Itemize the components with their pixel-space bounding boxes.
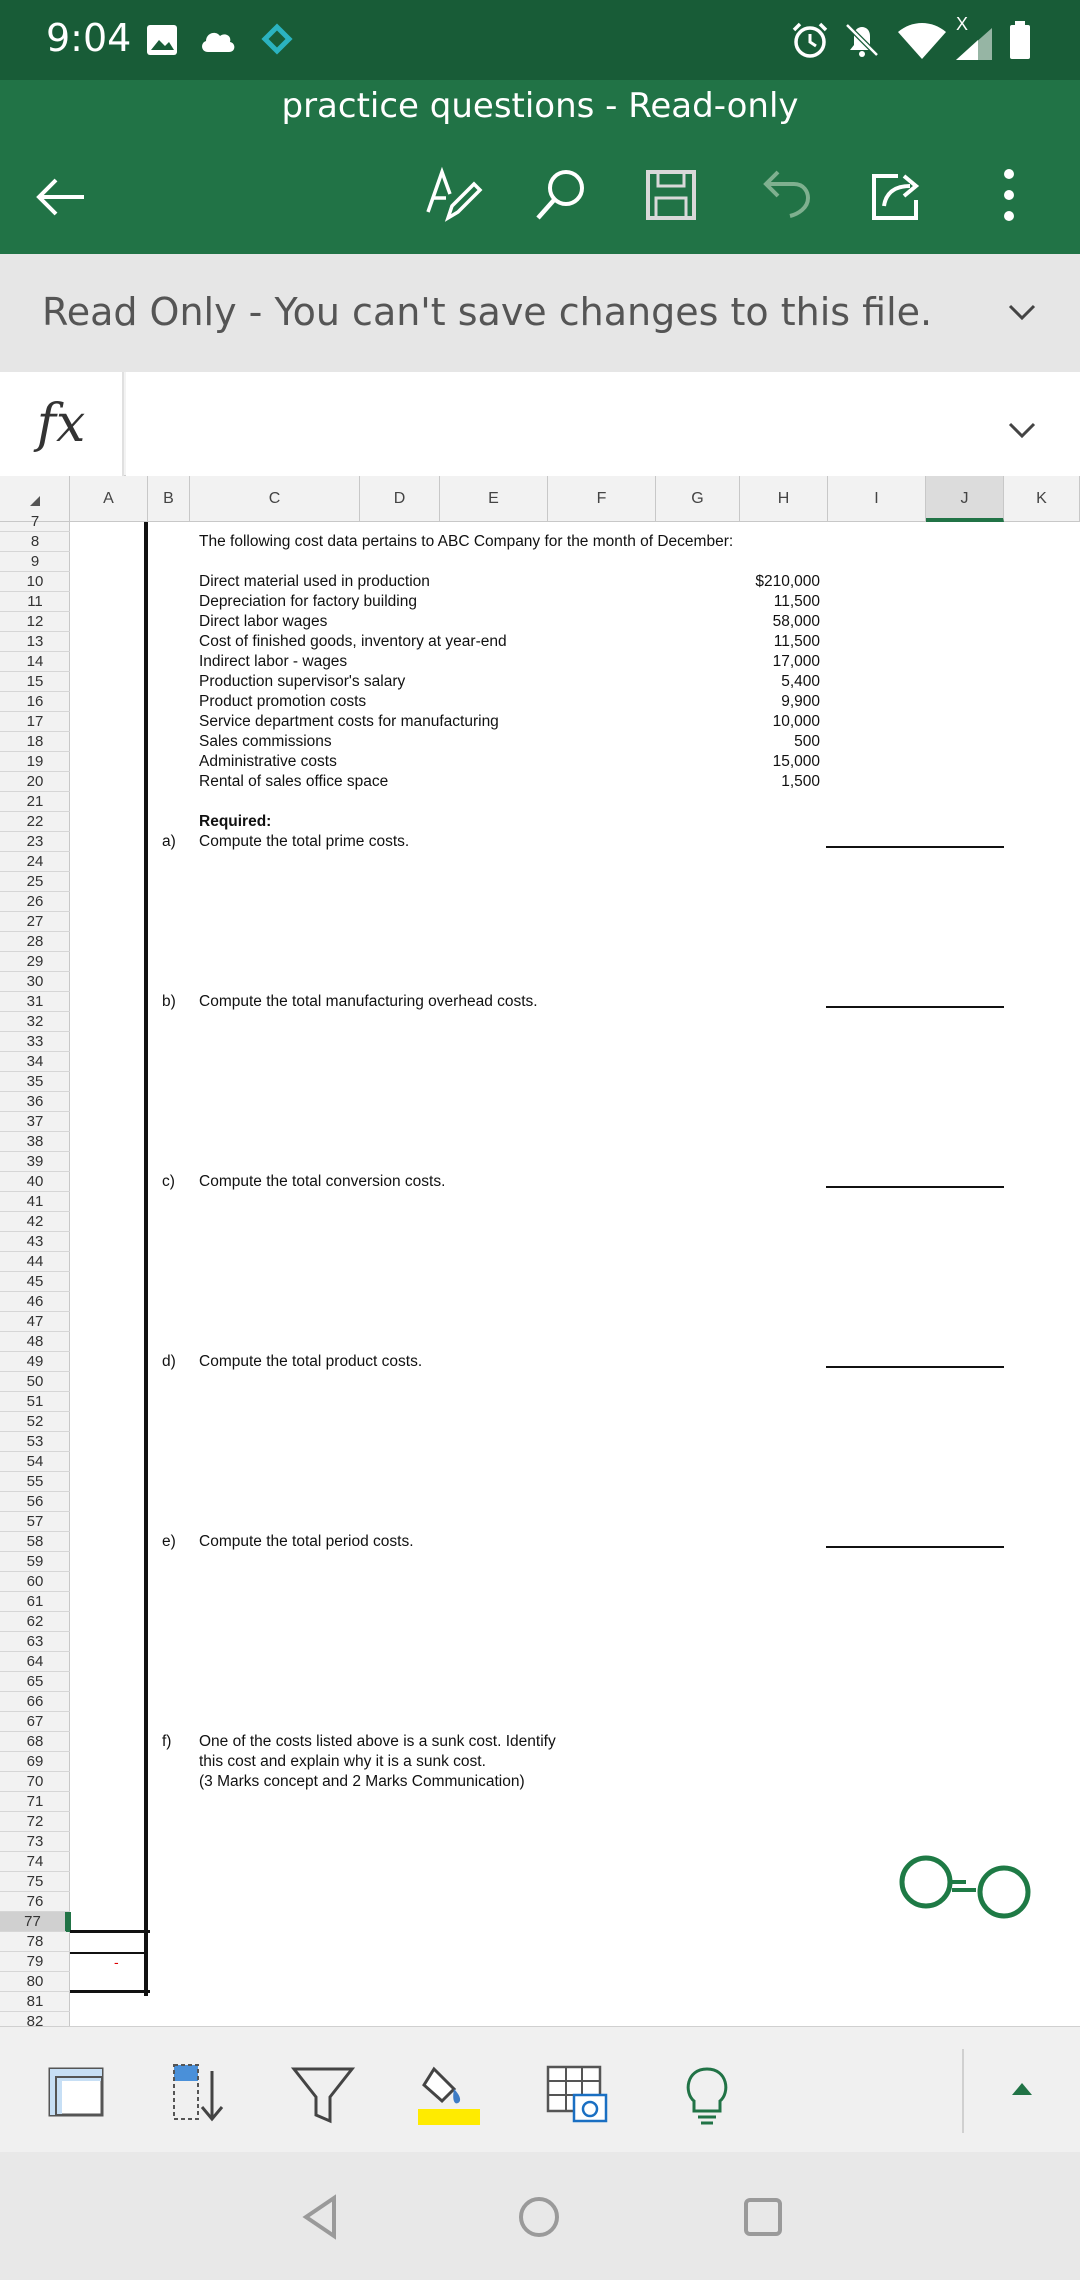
column-header-c[interactable]: C [190,476,360,522]
answer-underline [826,1186,1004,1188]
column-header-h[interactable]: H [740,476,828,522]
sheet-border-line [144,522,148,1996]
row-header-26[interactable]: 26 [0,892,70,912]
row-header-27[interactable]: 27 [0,912,70,932]
status-bar [0,0,1080,80]
row-header-46[interactable]: 46 [0,1292,70,1312]
spreadsheet-grid[interactable] [0,476,1080,2026]
row-header-70[interactable]: 70 [0,1772,70,1792]
question-letter[interactable]: a) [162,833,176,850]
row-header-64[interactable]: 64 [0,1652,70,1672]
row-header-32[interactable]: 32 [0,1012,70,1032]
row-header-63[interactable]: 63 [0,1632,70,1652]
column-header-g[interactable]: G [656,476,740,522]
row-header-52[interactable]: 52 [0,1412,70,1432]
cost-item-amount[interactable]: 9,900 [781,693,820,710]
row-header-30[interactable]: 30 [0,972,70,992]
sort-icon[interactable] [164,2059,234,2129]
answer-underline [826,1546,1004,1548]
cost-item-amount[interactable]: 10,000 [772,713,820,730]
status-time: 9:04 [46,16,132,60]
row-header-53[interactable]: 53 [0,1432,70,1452]
cost-item-amount[interactable]: 17,000 [772,653,820,670]
formula-bar [0,372,1080,476]
row-header-28[interactable]: 28 [0,932,70,952]
row-header-65[interactable]: 65 [0,1672,70,1692]
row-header-18[interactable]: 18 [0,732,70,752]
row-header-39[interactable]: 39 [0,1152,70,1172]
recents-nav-icon[interactable] [738,2192,788,2242]
question-letter[interactable]: f) [162,1733,172,1750]
back-arrow-icon[interactable] [26,162,96,232]
column-header-b[interactable]: B [148,476,190,522]
row-header-35[interactable]: 35 [0,1072,70,1092]
toolbar-divider [962,2049,964,2133]
cost-item-label[interactable]: Depreciation for factory building [199,593,417,610]
search-icon[interactable] [526,160,596,230]
row-header-74[interactable]: 74 [0,1852,70,1872]
signal-mark: X [956,14,969,34]
fill-color-icon[interactable] [414,2059,484,2129]
column-header-k[interactable]: K [1004,476,1080,522]
row-header-8[interactable]: 8 [0,532,70,552]
formula-input[interactable] [126,372,1080,476]
bottom-toolbar [0,2026,1080,2152]
row-header-49[interactable]: 49 [0,1352,70,1372]
row-header-67[interactable]: 67 [0,1712,70,1732]
row-header-60[interactable]: 60 [0,1572,70,1592]
row-header-59[interactable]: 59 [0,1552,70,1572]
fx-label[interactable]: fx [0,372,124,476]
row-header-14[interactable]: 14 [0,652,70,672]
lightbulb-icon[interactable] [672,2059,742,2129]
row-header-20[interactable]: 20 [0,772,70,792]
column-header-a[interactable]: A [70,476,148,522]
question-text[interactable]: Compute the total product costs. [199,1353,423,1370]
row-header-34[interactable]: 34 [0,1052,70,1072]
question-text[interactable]: Compute the total period costs. [199,1533,414,1550]
cost-item-amount[interactable]: 11,500 [773,633,820,650]
row-header-41[interactable]: 41 [0,1192,70,1212]
system-nav-bar [0,2152,1080,2280]
signal-icon [954,26,994,62]
undo-icon[interactable] [750,160,820,230]
row-header-33[interactable]: 33 [0,1032,70,1052]
cell-marker: - [114,1954,119,1970]
app-bar [0,80,1080,254]
collapse-toolbar-icon[interactable] [1010,2079,1034,2099]
row-header-22[interactable]: 22 [0,812,70,832]
column-header-d[interactable]: D [360,476,440,522]
cost-item-amount[interactable]: 5,400 [781,673,820,690]
cost-item-label[interactable]: Rental of sales office space [199,773,389,790]
row-header-29[interactable]: 29 [0,952,70,972]
question-text[interactable]: One of the costs listed above is a sunk cost. Identify [199,1733,556,1750]
freeze-panes-icon[interactable] [42,2059,112,2129]
read-only-banner[interactable] [0,254,1080,372]
save-icon[interactable] [636,160,706,230]
row-header-58[interactable]: 58 [0,1532,70,1552]
cell-border-line [70,1952,148,1954]
read-mode-icon[interactable] [896,1852,1036,1922]
row-header-80[interactable]: 80 [0,1972,70,1992]
row-header-bar [0,513,70,2026]
bell-off-icon [842,20,882,60]
question-f-line2[interactable]: this cost and explain why it is a sunk cost. [199,1753,486,1770]
column-header-f[interactable]: F [548,476,656,522]
edit-text-icon[interactable] [418,160,488,230]
expand-formula-icon[interactable] [1004,412,1040,448]
cost-item-label[interactable]: Direct material used in production [199,573,430,590]
column-header-e[interactable]: E [440,476,548,522]
battery-icon [1008,20,1032,60]
row-header-24[interactable]: 24 [0,852,70,872]
row-header-69[interactable]: 69 [0,1752,70,1772]
row-header-36[interactable]: 36 [0,1092,70,1112]
row-header-77[interactable]: 77 [0,1912,70,1932]
cost-item-label[interactable]: Administrative costs [199,753,337,770]
row-header-21[interactable]: 21 [0,792,70,812]
question-letter[interactable]: c) [162,1173,175,1190]
filter-icon[interactable] [288,2059,358,2129]
row-header-23[interactable]: 23 [0,832,70,852]
row-header-79[interactable]: 79 [0,1952,70,1972]
cost-item-amount[interactable]: 500 [794,733,820,750]
cost-item-label[interactable]: Service department costs for manufacturing [199,713,499,730]
row-header-16[interactable]: 16 [0,692,70,712]
row-header-25[interactable]: 25 [0,872,70,892]
row-header-45[interactable]: 45 [0,1272,70,1292]
cost-item-label[interactable]: Cost of finished goods, inventory at year-end [199,633,507,650]
cell-border-line [70,1930,150,1933]
row-header-56[interactable]: 56 [0,1492,70,1512]
cost-item-amount[interactable]: 58,000 [772,613,820,630]
row-header-48[interactable]: 48 [0,1332,70,1352]
row-header-10[interactable]: 10 [0,572,70,592]
row-header-66[interactable]: 66 [0,1692,70,1712]
cell-border-line [70,1990,150,1993]
question-letter[interactable]: b) [162,993,176,1010]
cloud-icon [198,24,238,54]
row-header-40[interactable]: 40 [0,1172,70,1192]
cost-item-label[interactable]: Indirect labor - wages [199,653,348,670]
question-letter[interactable]: d) [162,1353,176,1370]
row-header-68[interactable]: 68 [0,1732,70,1752]
cost-item-label[interactable]: Sales commissions [199,733,332,750]
row-header-9[interactable]: 9 [0,552,70,572]
question-letter[interactable]: e) [162,1533,176,1550]
insert-table-picture-icon[interactable] [542,2059,612,2129]
row-header-11[interactable]: 11 [0,592,70,612]
cost-item-label[interactable]: Direct labor wages [199,613,328,630]
question-text[interactable]: Compute the total manufacturing overhead costs. [199,993,538,1010]
wifi-icon [896,22,948,60]
row-header-57[interactable]: 57 [0,1512,70,1532]
row-header-37[interactable]: 37 [0,1112,70,1132]
row-header-7[interactable]: 7 [0,512,70,532]
row-header-13[interactable]: 13 [0,632,70,652]
row-header-73[interactable]: 73 [0,1832,70,1852]
row-header-51[interactable]: 51 [0,1392,70,1412]
app-diamond-icon [258,20,296,58]
cost-item-amount[interactable]: $210,000 [755,573,820,590]
image-icon [146,24,178,56]
row-header-42[interactable]: 42 [0,1212,70,1232]
row-header-71[interactable]: 71 [0,1792,70,1812]
row-header-61[interactable]: 61 [0,1592,70,1612]
row-header-15[interactable]: 15 [0,672,70,692]
document-title: practice questions - Read-only [281,86,799,126]
row-header-78[interactable]: 78 [0,1932,70,1952]
answer-underline [826,1006,1004,1008]
row-header-54[interactable]: 54 [0,1452,70,1472]
row-header-82[interactable]: 82 [0,2012,70,2026]
row-header-81[interactable]: 81 [0,1992,70,2012]
row-header-75[interactable]: 75 [0,1872,70,1892]
read-only-message: Read Only - You can't save changes to this file. [42,290,933,334]
alarm-icon [790,20,830,60]
column-header-bar [0,476,1080,522]
row-header-50[interactable]: 50 [0,1372,70,1392]
cost-item-label[interactable]: Product promotion costs [199,693,367,710]
cost-item-label[interactable]: Production supervisor's salary [199,673,406,690]
back-nav-icon[interactable] [296,2192,346,2242]
row-header-31[interactable]: 31 [0,992,70,1012]
row-header-55[interactable]: 55 [0,1472,70,1492]
home-nav-icon[interactable] [514,2192,564,2242]
row-header-19[interactable]: 19 [0,752,70,772]
active-cell-marker [66,1912,71,1932]
share-icon[interactable] [860,160,930,230]
row-header-44[interactable]: 44 [0,1252,70,1272]
intro-text-cell[interactable]: The following cost data pertains to ABC Company for the month of December: [199,533,734,550]
question-text[interactable]: Compute the total conversion costs. [199,1173,446,1190]
row-header-72[interactable]: 72 [0,1812,70,1832]
required-label[interactable]: Required: [199,813,272,830]
cost-item-amount[interactable]: 1,500 [781,773,820,790]
row-header-43[interactable]: 43 [0,1232,70,1252]
cost-item-amount[interactable]: 11,500 [773,593,820,610]
chevron-down-icon[interactable] [1004,294,1040,330]
column-header-j[interactable]: J [926,476,1004,522]
column-header-i[interactable]: I [828,476,926,522]
question-text[interactable]: Compute the total prime costs. [199,833,410,850]
cost-item-amount[interactable]: 15,000 [772,753,820,770]
row-header-17[interactable]: 17 [0,712,70,732]
answer-underline [826,846,1004,848]
row-header-47[interactable]: 47 [0,1312,70,1332]
row-header-12[interactable]: 12 [0,612,70,632]
row-header-76[interactable]: 76 [0,1892,70,1912]
question-f-line3[interactable]: (3 Marks concept and 2 Marks Communication) [199,1773,525,1790]
more-options-icon[interactable] [974,160,1044,230]
answer-underline [826,1366,1004,1368]
row-header-38[interactable]: 38 [0,1132,70,1152]
row-header-62[interactable]: 62 [0,1612,70,1632]
